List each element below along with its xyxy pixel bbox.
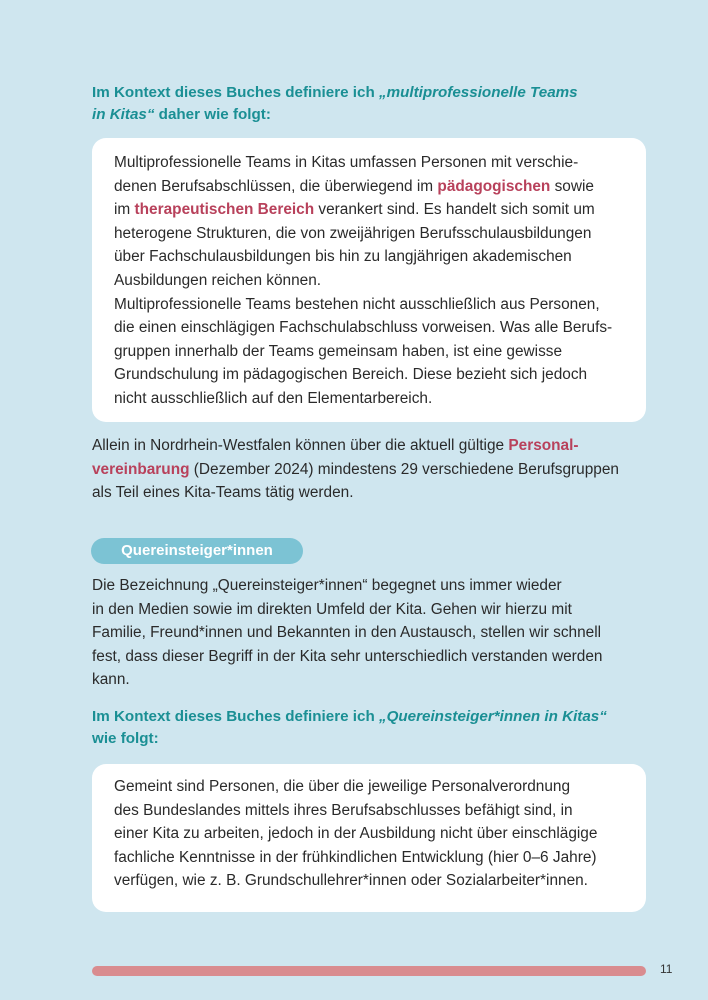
para1-line: Allein in Nordrhein-Westfalen können über die aktuell gültige Personal-: [92, 437, 579, 454]
page-number: 11: [660, 962, 673, 976]
definition-heading-2: [92, 706, 632, 750]
card1-line: über Fachschulausbildungen bis hin zu langjährigen akademischen: [114, 248, 572, 266]
footer-decoration-bar: [92, 966, 646, 976]
card1-line: Ausbildungen reichen können.: [114, 271, 322, 289]
paragraph-nrw: [92, 434, 648, 505]
card1-line: heterogene Strukturen, die von zweijährigen Berufsschulausbildungen: [114, 224, 592, 242]
highlight-term: vereinbarung: [92, 460, 190, 478]
para1-line: als Teil eines Kita-Teams tätig werden.: [92, 484, 354, 502]
highlight-term: pädagogischen: [437, 177, 551, 195]
heading-prefix: Im Kontext dieses Buches definiere ich: [92, 708, 379, 725]
card1-line: Grundschulung im pädagogischen Bereich. Diese bezieht sich jedoch: [114, 366, 588, 384]
card1-line: Multiprofessionelle Teams bestehen nicht ausschließlich aus Personen,: [114, 295, 600, 313]
heading-suffix: wie folgt:: [92, 730, 159, 747]
para2-line: in den Medien sowie im direkten Umfeld der Kita. Gehen wir hierzu mit: [92, 600, 572, 618]
highlight-term: Personal-: [508, 437, 579, 454]
para2-line: Die Bezeichnung „Quereinsteiger*innen“ begegnet uns immer wieder: [92, 577, 562, 594]
definition-card-2: [92, 764, 646, 912]
card1-line: nicht ausschließlich auf den Elementarbereich.: [114, 389, 433, 407]
card1-line: die einen einschlägigen Fachschulabschluss vorweisen. Was alle Berufs-: [114, 319, 613, 337]
definition-card-1: [92, 138, 646, 422]
heading-term-continued: in Kitas“: [92, 106, 155, 123]
highlight-term: therapeutischen Bereich: [134, 201, 315, 219]
heading-term: „Quereinsteiger*innen in Kitas“: [378, 708, 607, 725]
card2-line: fachliche Kenntnisse in der frühkindlichen Entwicklung (hier 0–6 Jahre): [114, 848, 597, 866]
card2-line: verfügen, wie z. B. Grundschullehrer*innen oder Sozialarbeiter*innen.: [114, 872, 588, 890]
card2-line: des Bundeslandes mittels ihres Berufsabschlusses befähigt sind, in: [114, 801, 573, 819]
para1-line: vereinbarung (Dezember 2024) mindestens 29 verschiedene Berufsgruppen: [92, 460, 619, 478]
section-label-pill: Quereinsteiger*innen: [91, 538, 303, 564]
card1-line: denen Berufsabschlüssen, die überwiegend im pädagogischen sowie: [114, 177, 594, 195]
card1-line: Multiprofessionelle Teams in Kitas umfassen Personen mit verschie-: [114, 154, 579, 171]
card1-line: gruppen innerhalb der Teams gemeinsam haben, ist eine gewisse: [114, 342, 563, 360]
para2-line: fest, dass dieser Begriff in der Kita sehr unterschiedlich verstanden werden: [92, 647, 603, 665]
heading-suffix: daher wie folgt:: [154, 106, 271, 123]
card1-line: im therapeutischen Bereich verankert sind. Es handelt sich somit um: [114, 201, 595, 219]
definition-text-1: [114, 151, 624, 411]
card2-line: Gemeint sind Personen, die über die jeweilige Personalverordnung: [114, 778, 571, 795]
paragraph-quereinsteiger: [92, 574, 648, 692]
definition-text-2: [114, 775, 624, 893]
heading-prefix: Im Kontext dieses Buches definiere ich: [92, 84, 379, 101]
heading-term: „multiprofessionelle Teams: [378, 84, 578, 101]
para2-line: kann.: [92, 671, 130, 689]
definition-heading-1: [92, 82, 632, 126]
para2-line: Familie, Freund*innen und Bekannten in den Austausch, stellen wir schnell: [92, 624, 602, 642]
card2-line: einer Kita zu arbeiten, jedoch in der Ausbildung nicht über einschlägige: [114, 825, 598, 843]
